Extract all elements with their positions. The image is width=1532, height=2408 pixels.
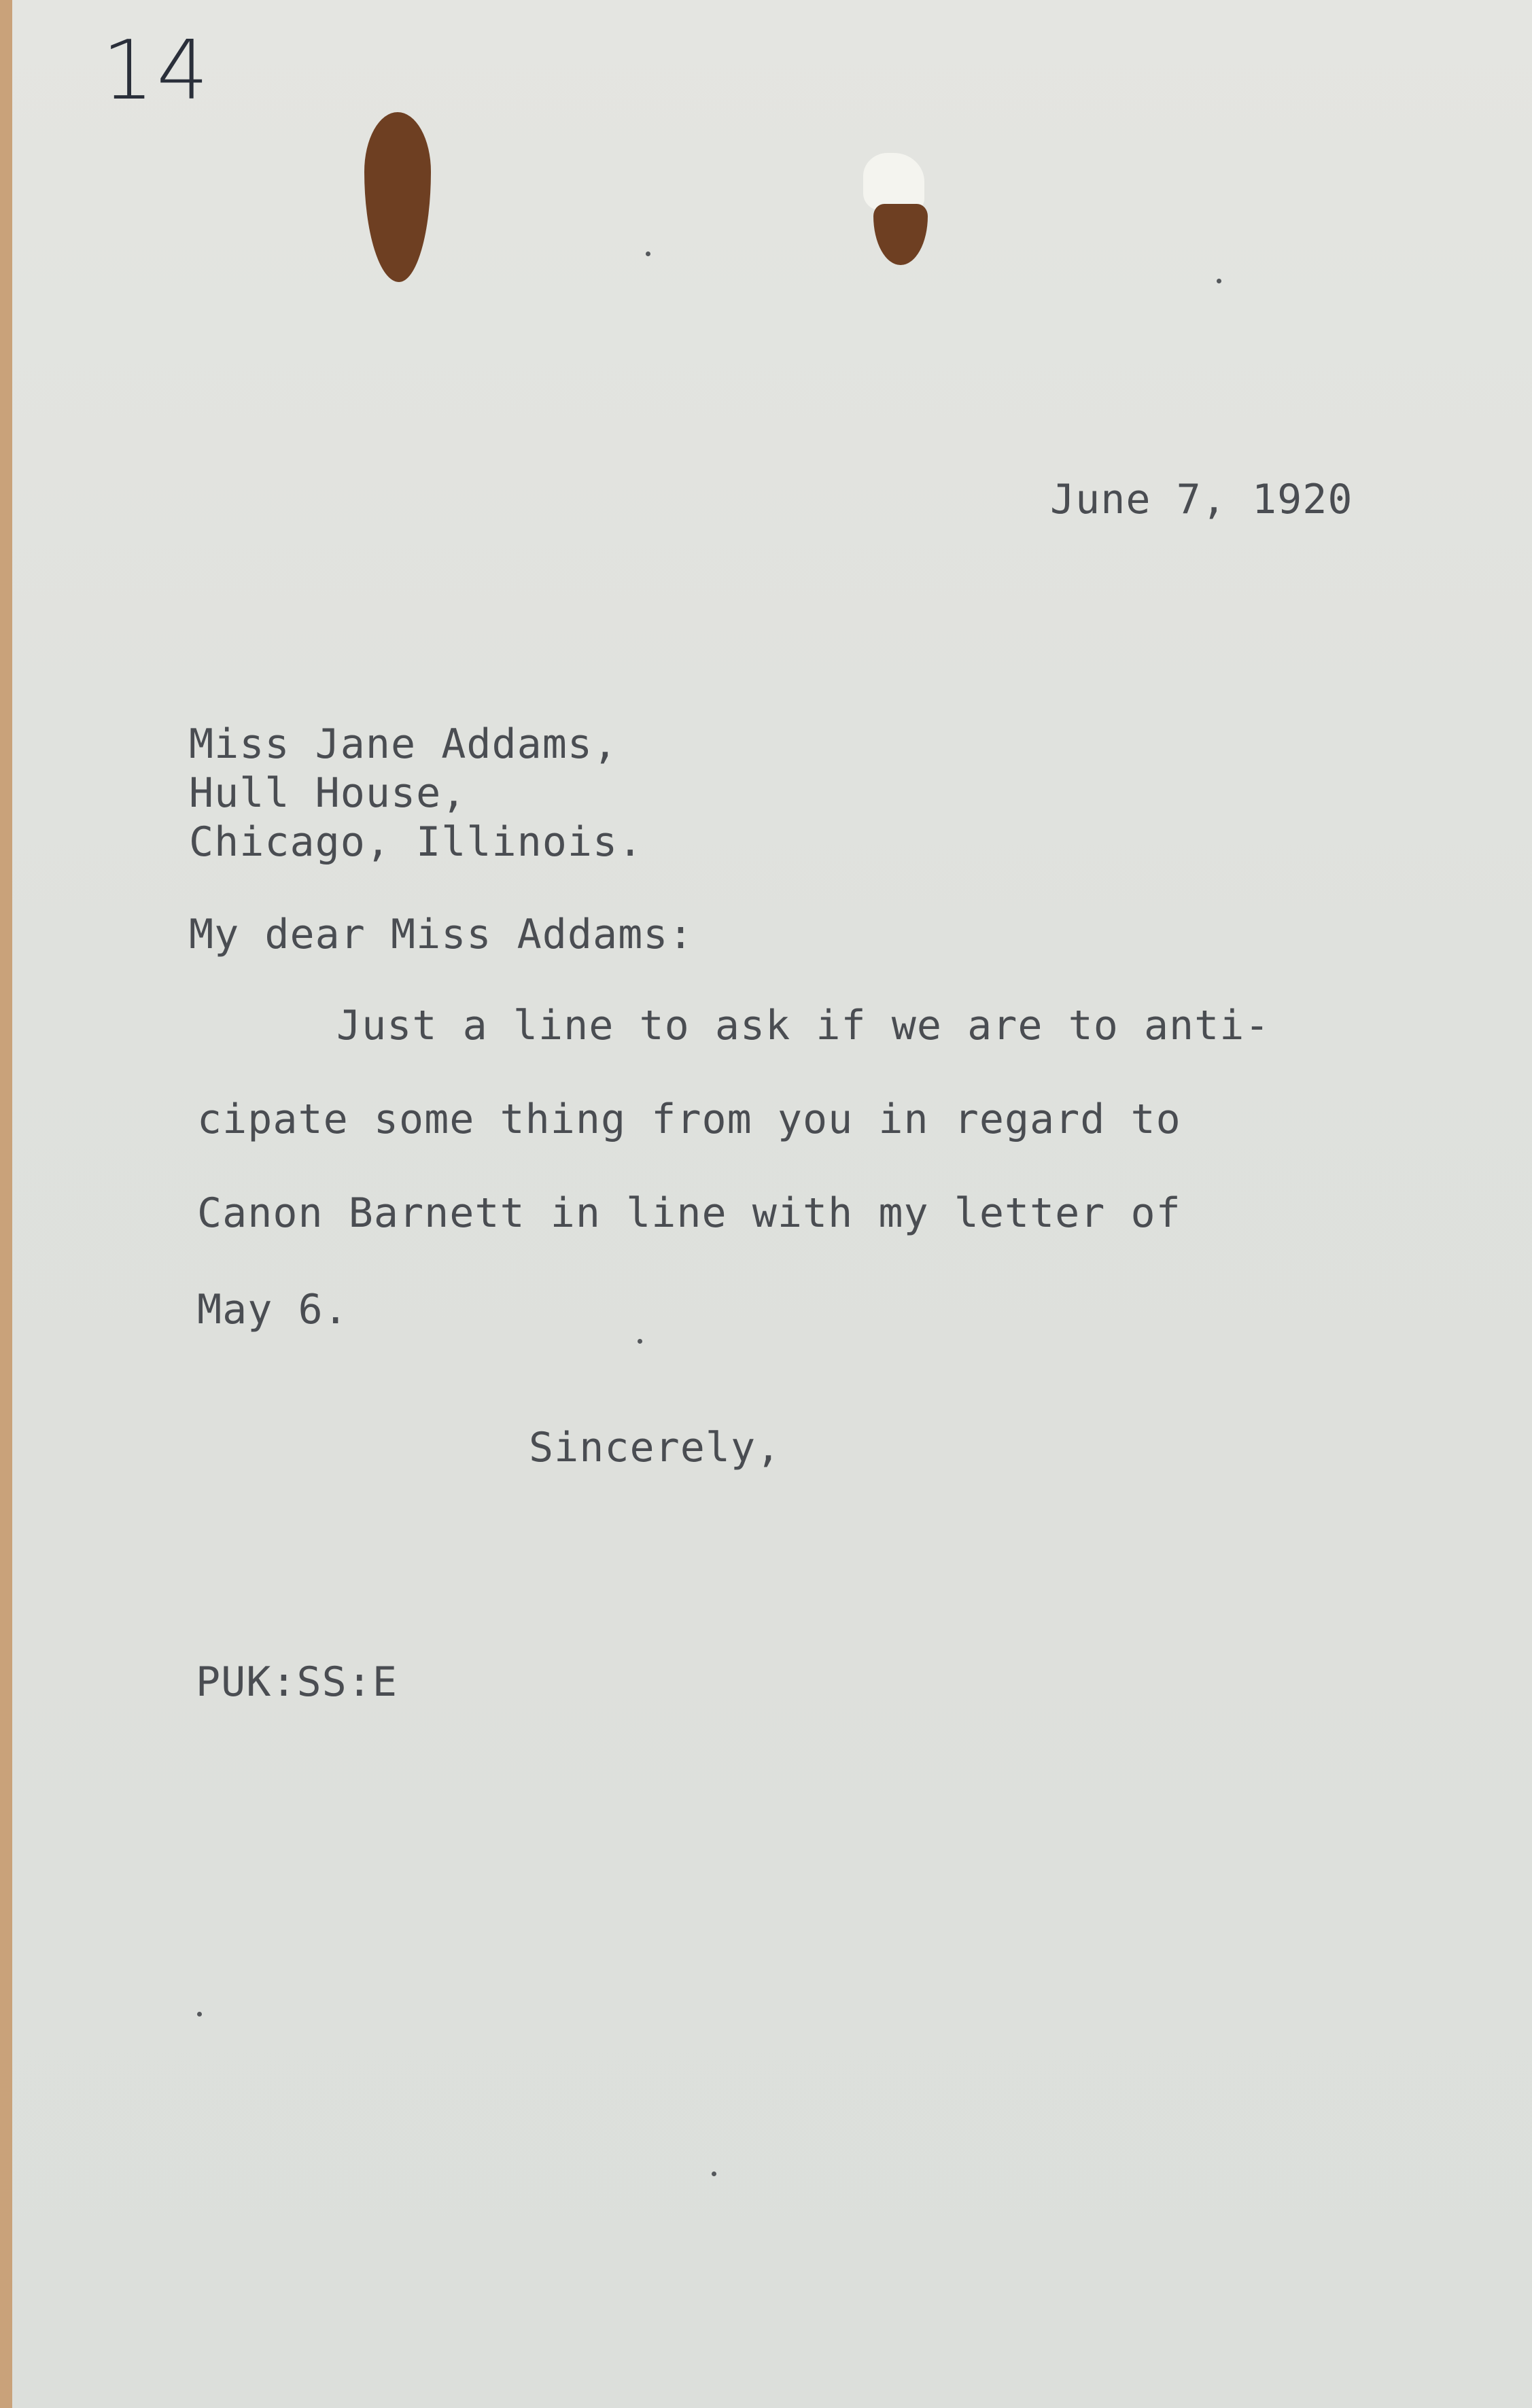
recipient-name: Miss Jane Addams, — [189, 720, 619, 768]
desk-edge — [0, 0, 12, 2408]
recipient-city: Chicago, Illinois. — [189, 818, 644, 866]
closing: Sincerely, — [529, 1424, 782, 1471]
body-line: May 6. — [197, 1286, 349, 1333]
paper-speck — [712, 2171, 716, 2176]
letter-date: June 7, 1920 — [1050, 476, 1353, 523]
body-line: Canon Barnett in line with my letter of — [197, 1189, 1181, 1237]
salutation: My dear Miss Addams: — [189, 911, 694, 958]
body-line: cipate some thing from you in regard to — [197, 1096, 1181, 1143]
paper-speck — [1217, 279, 1221, 283]
paper-speck — [646, 251, 650, 256]
folio-number: 14 — [102, 24, 211, 118]
punch-hole-left — [364, 112, 431, 282]
reference-initials: PUK:SS:E — [196, 1658, 398, 1706]
paper-flap — [863, 153, 924, 211]
paper-speck — [638, 1339, 642, 1344]
punch-hole-right — [873, 204, 928, 265]
paper-speck — [197, 2012, 202, 2017]
body-line: Just a line to ask if we are to anti- — [336, 1002, 1270, 1049]
recipient-organization: Hull House, — [189, 769, 467, 817]
